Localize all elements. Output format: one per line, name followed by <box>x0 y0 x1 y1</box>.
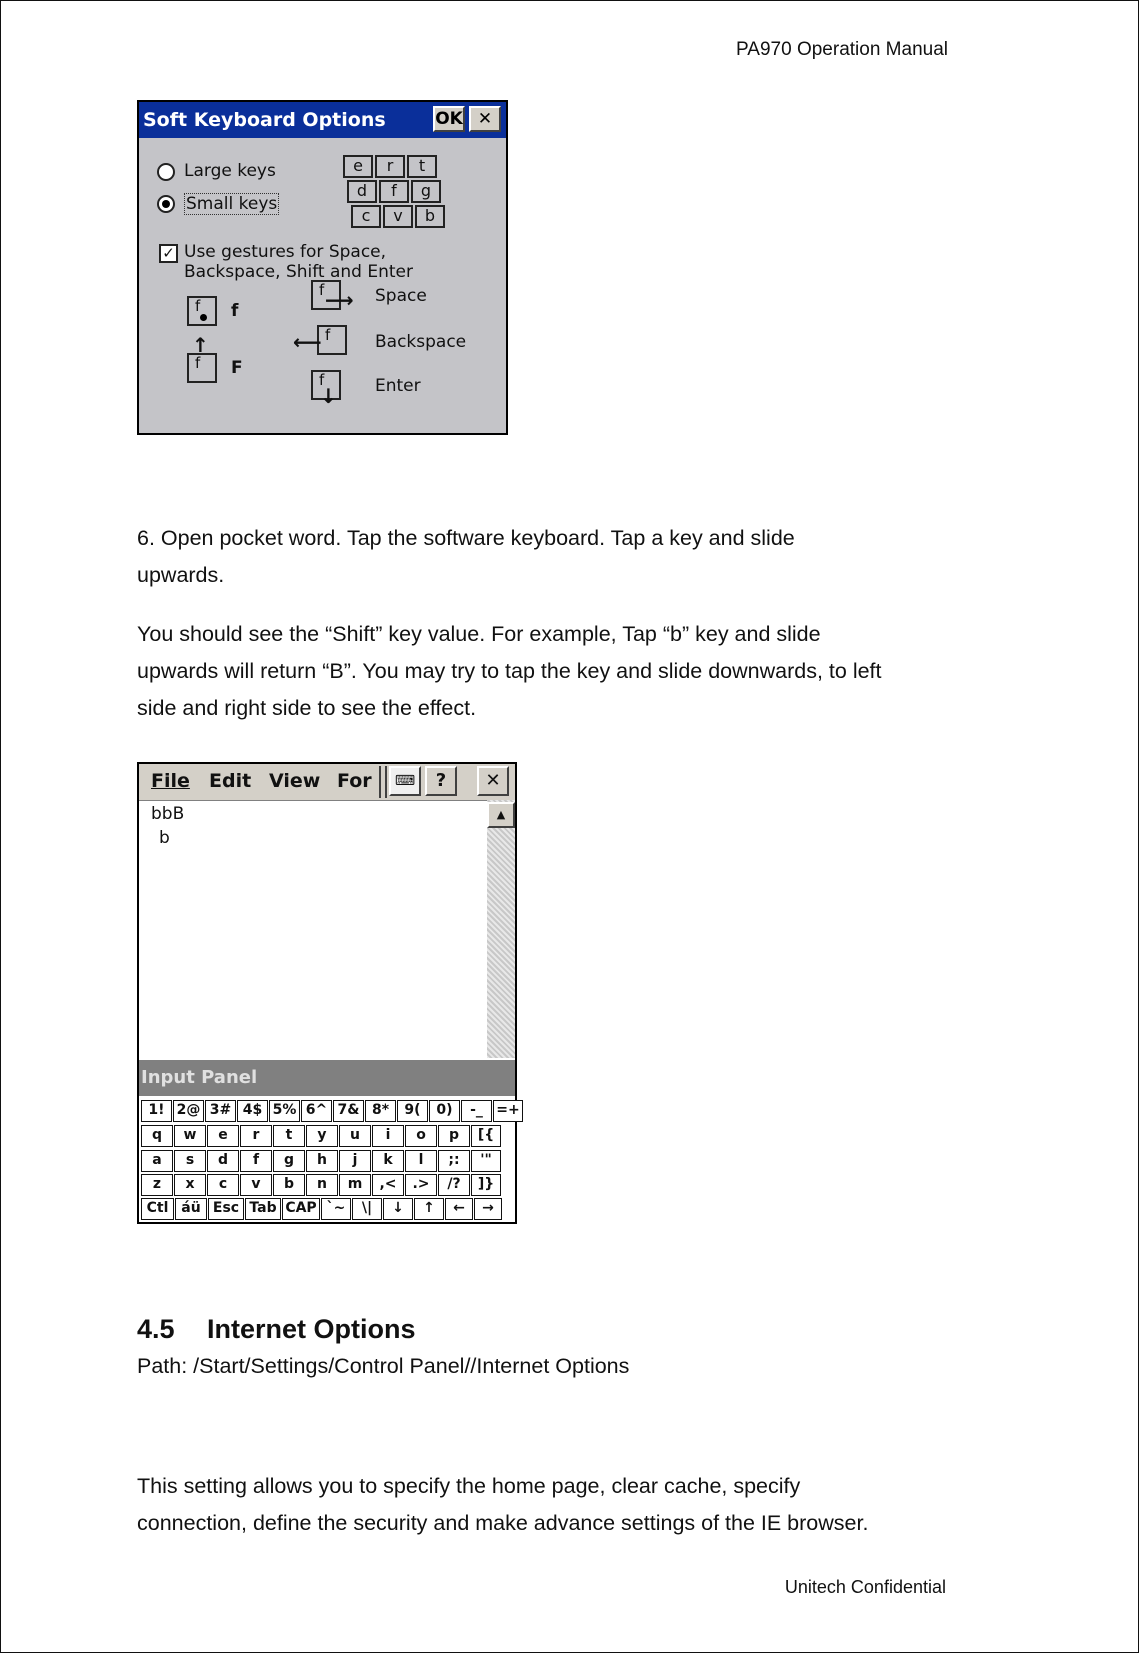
keyboard-key[interactable]: 0) <box>429 1100 460 1122</box>
section-heading <box>137 1314 416 1345</box>
gesture-enter-key: f <box>311 370 341 400</box>
keyboard-key[interactable]: 4$ <box>237 1100 268 1122</box>
keyboard-key[interactable]: d <box>207 1150 239 1172</box>
preview-key: b <box>415 205 445 228</box>
gestures-checkbox[interactable]: ✓ <box>159 244 178 263</box>
preview-key: g <box>411 180 441 203</box>
keyboard-row <box>141 1100 524 1124</box>
gesture-tap-result: f <box>231 301 239 321</box>
menu-bar <box>139 764 515 801</box>
keyboard-key[interactable]: 9( <box>397 1100 428 1122</box>
close-icon[interactable]: ✕ <box>469 106 501 132</box>
pocket-word-window <box>137 762 520 1224</box>
soft-keyboard-dialog <box>137 100 508 435</box>
settings-path: Path: /Start/Settings/Control Panel//Internet Options <box>137 1354 630 1378</box>
keyboard-key[interactable]: 6^ <box>301 1100 332 1122</box>
document-line[interactable]: bbB <box>151 804 185 824</box>
gesture-tap-key: f <box>187 296 217 326</box>
keyboard-key[interactable]: \| <box>352 1198 382 1220</box>
keyboard-key[interactable]: i <box>372 1125 404 1147</box>
gesture-backspace-key: f <box>317 325 347 355</box>
keyboard-key[interactable]: /? <box>438 1174 470 1196</box>
preview-key: c <box>351 205 381 228</box>
step6-line: upwards. <box>137 563 225 587</box>
keyboard-row <box>141 1198 503 1222</box>
input-panel-title: Input Panel <box>139 1060 515 1096</box>
keyboard-key[interactable]: ]} <box>471 1174 501 1196</box>
arrow-right-icon: ⟶ <box>325 288 354 312</box>
vertical-scrollbar[interactable] <box>487 800 515 1058</box>
keyboard-key[interactable]: o <box>405 1125 437 1147</box>
keyboard-key[interactable]: ↓ <box>383 1198 413 1220</box>
keyboard-key[interactable]: n <box>306 1174 338 1196</box>
keyboard-key[interactable]: 3# <box>205 1100 236 1122</box>
step6-paragraph <box>137 520 1017 594</box>
keyboard-key[interactable]: ;: <box>438 1150 470 1172</box>
gesture-space-key: f <box>311 280 341 310</box>
keyboard-key[interactable]: m <box>339 1174 371 1196</box>
shift-explanation-paragraph <box>137 616 1017 727</box>
keyboard-row <box>141 1150 502 1174</box>
keyboard-key[interactable]: 5% <box>269 1100 300 1122</box>
keyboard-key[interactable]: k <box>372 1150 404 1172</box>
input-method-icon[interactable]: ⌨ <box>389 766 421 796</box>
keyboard-key[interactable]: v <box>240 1174 272 1196</box>
menu-edit[interactable]: Edit <box>209 770 252 792</box>
keyboard-key[interactable]: .> <box>405 1174 437 1196</box>
keyboard-key[interactable]: f <box>240 1150 272 1172</box>
menu-file[interactable]: File <box>151 770 190 792</box>
help-button[interactable]: ? <box>425 766 457 796</box>
header-title: PA970 Operation Manual <box>736 39 948 60</box>
preview-key: v <box>383 205 413 228</box>
keyboard-key[interactable]: `~ <box>321 1198 351 1220</box>
arrow-up-icon: ↑ <box>192 333 209 357</box>
keyboard-key[interactable]: 7& <box>333 1100 364 1122</box>
internet-options-description <box>137 1468 1017 1542</box>
gesture-shift-result: F <box>231 358 243 378</box>
menu-view[interactable]: View <box>269 770 321 792</box>
gestures-label-line1: Use gestures for Space, <box>184 242 387 262</box>
keyboard-key[interactable]: z <box>141 1174 173 1196</box>
keyboard-key[interactable]: g <box>273 1150 305 1172</box>
keyboard-key[interactable]: x <box>174 1174 206 1196</box>
space-label: Space <box>375 286 427 306</box>
keyboard-key[interactable]: 2@ <box>173 1100 204 1122</box>
keyboard-key[interactable]: Tab <box>245 1198 281 1220</box>
explanation-line: upwards will return “B”. You may try to tap the key and slide downwards, to left <box>137 659 882 683</box>
keyboard-key[interactable]: c <box>207 1174 239 1196</box>
explanation-line: side and right side to see the effect. <box>137 696 477 720</box>
gestures-label <box>184 242 413 282</box>
keyboard-key[interactable]: p <box>438 1125 470 1147</box>
keyboard-key[interactable]: t <box>273 1125 305 1147</box>
keyboard-key[interactable]: -_ <box>461 1100 492 1122</box>
description-line: This setting allows you to specify the home page, clear cache, specify <box>137 1474 801 1498</box>
step6-line: 6. Open pocket word. Tap the software keyboard. Tap a key and slide <box>137 526 795 550</box>
keyboard-key[interactable]: h <box>306 1150 338 1172</box>
small-keys-label: Small keys <box>186 194 278 214</box>
keyboard-key[interactable]: w <box>174 1125 206 1147</box>
keyboard-key[interactable]: =+ <box>493 1100 523 1122</box>
preview-key: d <box>347 180 377 203</box>
keyboard-key[interactable]: l <box>405 1150 437 1172</box>
dialog-title-bar <box>139 102 506 138</box>
preview-key: e <box>343 155 373 178</box>
gestures-label-line2: Backspace, Shift and Enter <box>184 262 414 282</box>
large-keys-radio[interactable] <box>157 163 175 181</box>
keyboard-key[interactable]: CAP <box>282 1198 320 1220</box>
scroll-up-icon[interactable]: ▲ <box>487 802 515 828</box>
keyboard-key[interactable]: u <box>339 1125 371 1147</box>
tap-dot-icon <box>200 314 207 321</box>
ok-button[interactable]: OK <box>433 106 465 132</box>
keyboard-key[interactable]: 1! <box>141 1100 172 1122</box>
keyboard-key[interactable]: [{ <box>471 1125 501 1147</box>
keyboard-key[interactable]: ,< <box>372 1174 404 1196</box>
arrow-down-icon: ↓ <box>320 384 337 408</box>
keyboard-key[interactable]: ← <box>445 1198 473 1220</box>
document-line[interactable]: b <box>159 828 170 848</box>
small-keys-radio[interactable] <box>157 195 175 213</box>
close-icon[interactable]: ✕ <box>477 766 509 796</box>
soft-keyboard <box>139 1098 520 1222</box>
keyboard-row <box>141 1174 502 1198</box>
backspace-label: Backspace <box>375 332 467 352</box>
keyboard-key[interactable]: Ctl <box>141 1198 174 1220</box>
keyboard-key[interactable]: q <box>141 1125 173 1147</box>
preview-key: f <box>379 180 409 203</box>
keyboard-row <box>141 1125 502 1149</box>
menu-format[interactable]: For <box>337 770 372 792</box>
keyboard-key[interactable]: a <box>141 1150 173 1172</box>
keyboard-key[interactable]: b <box>273 1174 305 1196</box>
keyboard-key[interactable]: y <box>306 1125 338 1147</box>
keyboard-key[interactable]: s <box>174 1150 206 1172</box>
keyboard-key[interactable]: 8* <box>365 1100 396 1122</box>
section-title: Internet Options <box>207 1314 416 1344</box>
keyboard-key[interactable]: ↑ <box>414 1198 444 1220</box>
keyboard-key[interactable]: r <box>240 1125 272 1147</box>
keyboard-key[interactable]: j <box>339 1150 371 1172</box>
preview-key: r <box>375 155 405 178</box>
keyboard-key[interactable]: Esc <box>208 1198 244 1220</box>
keyboard-key[interactable]: → <box>474 1198 502 1220</box>
preview-key: t <box>407 155 437 178</box>
large-keys-label: Large keys <box>184 161 276 181</box>
arrow-left-icon: ⟵ <box>293 330 322 354</box>
footer-confidential: Unitech Confidential <box>784 1577 946 1597</box>
dialog-title: Soft Keyboard Options <box>143 109 386 131</box>
enter-label: Enter <box>375 376 421 396</box>
section-number: 4.5 <box>137 1314 175 1344</box>
keyboard-key[interactable]: áü <box>175 1198 207 1220</box>
explanation-line: You should see the “Shift” key value. For example, Tap “b” key and slide <box>137 622 821 646</box>
keyboard-key[interactable]: '" <box>471 1150 501 1172</box>
description-line: connection, define the security and make advance settings of the IE browser. <box>137 1511 869 1535</box>
keyboard-key[interactable]: e <box>207 1125 239 1147</box>
toolbar-grip[interactable] <box>379 766 387 798</box>
gesture-shift-key: f <box>187 353 217 383</box>
